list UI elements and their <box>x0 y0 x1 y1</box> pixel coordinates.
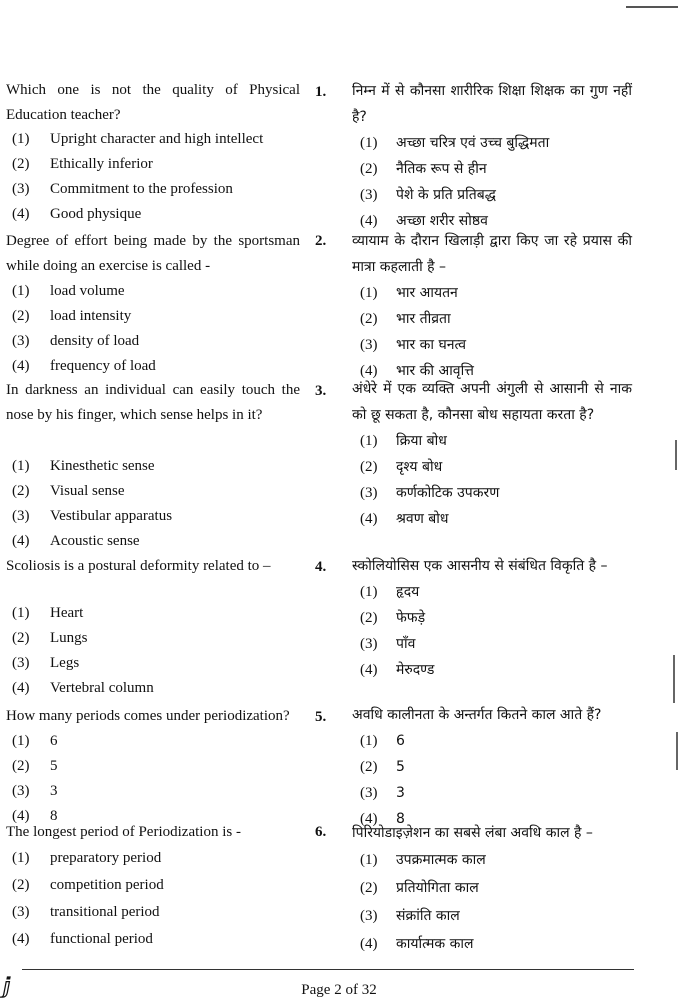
option-text: अच्छा शरीर सोष्ठव <box>396 213 488 229</box>
option-number: (4) <box>12 808 30 824</box>
option-text: 6 <box>50 733 58 749</box>
option-number: (1) <box>360 285 378 301</box>
question-text: Which one is not the quality of Physical Education teacher? <box>6 82 300 123</box>
option <box>6 601 300 626</box>
question-hindi <box>352 228 632 384</box>
question-english <box>6 229 300 379</box>
option-text: भार की आवृत्ति <box>396 363 474 379</box>
option-text: transitional period <box>50 904 160 920</box>
question-hindi <box>352 820 632 958</box>
option-text: 5 <box>396 759 405 775</box>
question-text: स्कोलियोसिस एक आसनीय से संबंधित विकृति है – <box>352 558 608 574</box>
option-text: हृदय <box>396 584 420 600</box>
option-text: पेशे के प्रति प्रतिबद्ध <box>396 187 496 203</box>
option <box>6 152 300 177</box>
scan-edge-mark <box>673 655 675 703</box>
option <box>352 182 632 208</box>
corner-mark: ⅉ <box>3 974 11 999</box>
top-edge-rule <box>626 6 678 8</box>
option-number: (2) <box>12 877 30 893</box>
option <box>6 279 300 304</box>
option-number: (4) <box>360 511 378 527</box>
option <box>6 177 300 202</box>
option-text: श्रवण बोध <box>396 511 449 527</box>
option-number: (1) <box>12 283 30 299</box>
option-number: (3) <box>12 508 30 524</box>
question-number: 4. <box>315 559 327 575</box>
option-number: (3) <box>360 337 378 353</box>
option <box>352 280 632 306</box>
question-text: निम्न में से कौनसा शारीरिक शिक्षा शिक्षक का गुण नहीं है? <box>352 83 632 125</box>
option-text: load volume <box>50 283 125 299</box>
question-number: 5. <box>315 709 327 725</box>
option-text: frequency of load <box>50 358 156 374</box>
option-number: (4) <box>360 936 378 952</box>
option-text: Good physique <box>50 206 142 222</box>
question-number: 6. <box>315 824 327 840</box>
option-number: (2) <box>360 880 378 896</box>
option-text: उपक्रमात्मक काल <box>396 852 486 868</box>
option-text: 8 <box>396 811 405 827</box>
question-english <box>6 554 300 701</box>
option-text: मेरुदण्ड <box>396 662 435 678</box>
option-number: (3) <box>360 636 378 652</box>
option-text: Visual sense <box>50 483 125 499</box>
question-hindi <box>352 553 632 683</box>
option-number: (2) <box>360 459 378 475</box>
option-number: (2) <box>12 308 30 324</box>
option <box>352 480 632 506</box>
option <box>352 332 632 358</box>
question-text: अवधि कालीनता के अन्तर्गत कितने काल आते हैं? <box>352 707 602 723</box>
option-text: फेफड़े <box>396 610 426 626</box>
option-number: (3) <box>12 904 30 920</box>
option <box>6 926 300 953</box>
option <box>6 479 300 504</box>
page-number: Page 2 of 32 <box>301 982 377 998</box>
option-text: Ethically inferior <box>50 156 153 172</box>
option-text: 3 <box>50 783 58 799</box>
option-text: Vestibular apparatus <box>50 508 173 524</box>
question-hindi <box>352 78 632 234</box>
option <box>6 845 300 872</box>
question-text: पिरियोडाइज़ेशन का सबसे लंबा अवधि काल है – <box>352 825 593 841</box>
option-number: (4) <box>12 680 30 696</box>
question-english <box>6 378 300 554</box>
scan-edge-mark <box>675 440 677 470</box>
option-number: (4) <box>12 206 30 222</box>
option <box>352 506 632 532</box>
question-hindi <box>352 702 632 832</box>
option-number: (4) <box>12 533 30 549</box>
option-text: कर्णकोटिक उपकरण <box>396 485 500 501</box>
option <box>352 631 632 657</box>
option-text: भार आयतन <box>396 285 458 301</box>
option-text: Commitment to the profession <box>50 181 233 197</box>
option-number: (2) <box>12 758 30 774</box>
option <box>6 899 300 926</box>
option-text: density of load <box>50 333 140 349</box>
option-text: Upright character and high intellect <box>50 131 264 147</box>
question-english <box>6 78 300 227</box>
option <box>6 354 300 379</box>
option <box>352 874 632 902</box>
option-text: 3 <box>396 785 405 801</box>
option-text: 8 <box>50 808 58 824</box>
option-text: competition period <box>50 877 164 893</box>
option-text: functional period <box>50 931 153 947</box>
option <box>6 329 300 354</box>
question-text: The longest period of Periodization is - <box>6 824 241 840</box>
question-text: In darkness an individual can easily touch the nose by his finger, which sense helps in it? <box>6 382 300 423</box>
question-text: अंधेरे में एक व्यक्ति अपनी अंगुली से आसानी से नाक को छू सकता है, कौनसा बोध सहायता करता है? <box>352 381 632 423</box>
option-text: Legs <box>50 655 80 671</box>
option <box>6 651 300 676</box>
question-number: 2. <box>315 233 327 249</box>
option <box>6 304 300 329</box>
option <box>6 754 300 779</box>
option <box>352 454 632 480</box>
option-number: (4) <box>12 931 30 947</box>
question-text: व्यायाम के दौरान खिलाड़ी द्वारा किए जा रहे प्रयास की मात्रा कहलाती है – <box>352 233 632 275</box>
option-number: (1) <box>12 733 30 749</box>
option-number: (1) <box>360 433 378 449</box>
option-number: (4) <box>360 662 378 678</box>
option <box>352 846 632 874</box>
question-hindi <box>352 376 632 532</box>
question-number: 1. <box>315 84 327 100</box>
option-number: (2) <box>360 161 378 177</box>
option-number: (4) <box>360 363 378 379</box>
option-number: (2) <box>360 311 378 327</box>
option-text: नैतिक रूप से हीन <box>396 161 487 177</box>
question-text: Degree of effort being made by the sportsman while doing an exercise is called - <box>6 233 300 274</box>
option-text: Lungs <box>50 630 88 646</box>
option-number: (1) <box>12 458 30 474</box>
option-number: (2) <box>360 759 378 775</box>
option-number: (4) <box>12 358 30 374</box>
option-number: (2) <box>12 483 30 499</box>
option <box>352 130 632 156</box>
option <box>352 156 632 182</box>
option-text: कार्यात्मक काल <box>396 936 474 952</box>
option <box>6 504 300 529</box>
footer-rule <box>22 969 634 970</box>
option-number: (4) <box>360 213 378 229</box>
option-number: (1) <box>360 584 378 600</box>
option <box>352 930 632 958</box>
option-text: क्रिया बोध <box>396 433 447 449</box>
option-text: 5 <box>50 758 58 774</box>
question-text: Scoliosis is a postural deformity related to – <box>6 558 271 574</box>
option-number: (3) <box>12 783 30 799</box>
option <box>6 676 300 701</box>
option-text: Acoustic sense <box>50 533 140 549</box>
option-number: (3) <box>360 187 378 203</box>
option-text: अच्छा चरित्र एवं उच्च बुद्धिमता <box>396 135 550 151</box>
option <box>6 529 300 554</box>
option-text: Vertebral column <box>50 680 154 696</box>
option <box>6 872 300 899</box>
option-number: (1) <box>360 733 378 749</box>
option <box>352 657 632 683</box>
question-number: 3. <box>315 383 327 399</box>
option-number: (3) <box>12 655 30 671</box>
option-number: (1) <box>12 850 30 866</box>
option-number: (4) <box>360 811 378 827</box>
option-number: (1) <box>12 131 30 147</box>
option <box>6 779 300 804</box>
option <box>352 902 632 930</box>
option-number: (2) <box>12 156 30 172</box>
option-number: (1) <box>360 852 378 868</box>
option-number: (3) <box>360 908 378 924</box>
option-text: प्रतियोगिता काल <box>396 880 479 896</box>
option-number: (3) <box>12 181 30 197</box>
question-english <box>6 704 300 829</box>
option <box>352 780 632 806</box>
option-text: Kinesthetic sense <box>50 458 155 474</box>
option <box>352 605 632 631</box>
option <box>6 454 300 479</box>
option-number: (3) <box>12 333 30 349</box>
option-number: (1) <box>360 135 378 151</box>
option-text: load intensity <box>50 308 132 324</box>
option-number: (2) <box>12 630 30 646</box>
option <box>352 306 632 332</box>
option <box>6 127 300 152</box>
option <box>352 428 632 454</box>
option-text: दृश्य बोध <box>396 459 443 475</box>
question-english <box>6 820 300 953</box>
option <box>6 202 300 227</box>
option-text: पाँव <box>396 636 416 652</box>
option <box>352 728 632 754</box>
option-number: (3) <box>360 485 378 501</box>
option-text: 6 <box>396 733 405 749</box>
option <box>6 626 300 651</box>
option-text: भार तीव्रता <box>396 311 451 327</box>
option-number: (2) <box>360 610 378 626</box>
option-number: (3) <box>360 785 378 801</box>
option-number: (1) <box>12 605 30 621</box>
option-text: संक्रांति काल <box>396 908 460 924</box>
option <box>6 729 300 754</box>
option-text: भार का घनत्व <box>396 337 467 353</box>
option-text: preparatory period <box>50 850 162 866</box>
option <box>352 579 632 605</box>
option <box>352 754 632 780</box>
question-text: How many periods comes under periodization? <box>6 708 290 724</box>
option-text: Heart <box>50 605 84 621</box>
